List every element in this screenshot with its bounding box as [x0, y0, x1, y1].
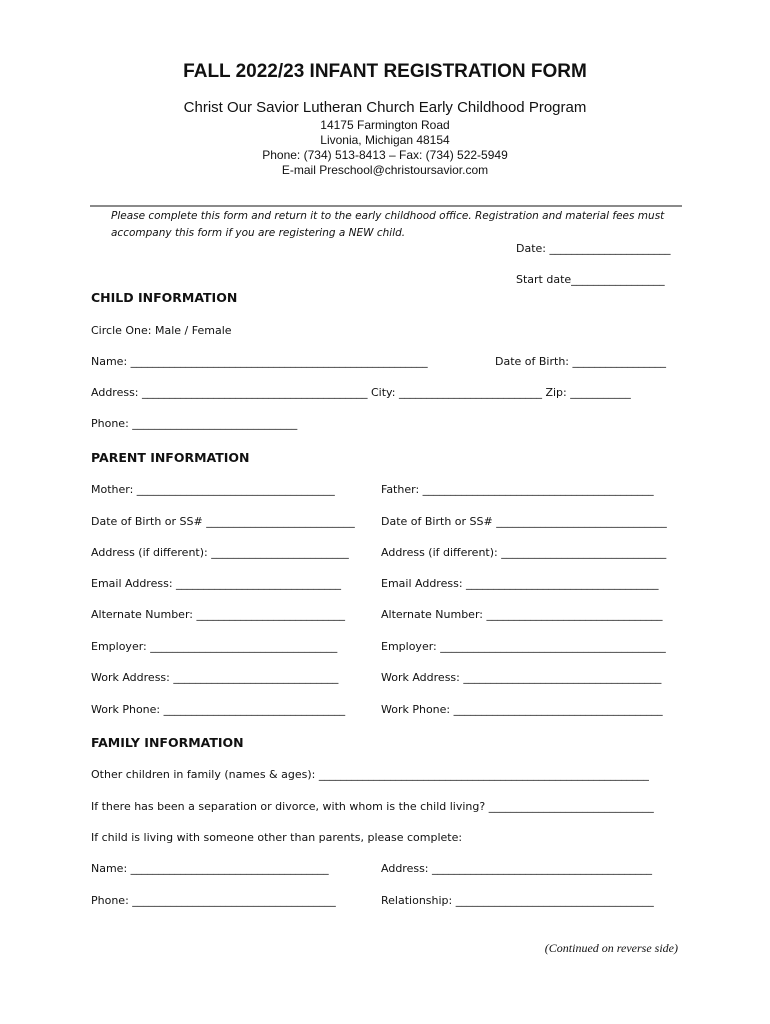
mother-work-phone-field[interactable]: Work Phone: _________________________________	[91, 703, 346, 716]
family-information-heading: FAMILY INFORMATION	[91, 735, 244, 750]
father-work-address-field[interactable]: Work Address: ____________________________________	[381, 671, 662, 684]
other-guardian-instruction: If child is living with someone other than parents, please complete:	[91, 831, 463, 844]
child-dob-field[interactable]: Date of Birth: _________________	[495, 355, 666, 368]
father-name-field[interactable]: Father: __________________________________________	[381, 483, 654, 496]
mother-name-field[interactable]: Mother: ____________________________________	[91, 483, 335, 496]
street-address: 14175 Farmington Road	[320, 118, 450, 132]
instructions-line-1: Please complete this form and return it to the early childhood office. Registration and material fees must	[111, 210, 665, 222]
gender-field[interactable]: Circle One: Male / Female	[91, 324, 232, 337]
header-divider	[90, 205, 682, 207]
mother-dob-field[interactable]: Date of Birth or SS# ___________________________	[91, 515, 355, 528]
father-employer-field[interactable]: Employer: _________________________________________	[381, 640, 666, 653]
mother-employer-field[interactable]: Employer: __________________________________	[91, 640, 338, 653]
mother-work-address-field[interactable]: Work Address: ______________________________	[91, 671, 339, 684]
child-address-field[interactable]: Address: _________________________________________ City: __________________________ Zip: ___________	[91, 386, 631, 399]
mother-alternate-number-field[interactable]: Alternate Number: ___________________________	[91, 608, 345, 621]
date-field[interactable]: Date: ______________________	[516, 242, 671, 255]
father-alternate-number-field[interactable]: Alternate Number: ________________________________	[381, 608, 663, 621]
father-address-field[interactable]: Address (if different): ______________________________	[381, 546, 667, 559]
phone-fax: Phone: (734) 513-8413 – Fax: (734) 522-5949	[262, 148, 508, 162]
father-dob-field[interactable]: Date of Birth or SS# _______________________________	[381, 515, 667, 528]
parent-information-heading: PARENT INFORMATION	[91, 450, 250, 465]
instructions-line-2: accompany this form if you are registering a NEW child.	[111, 227, 406, 239]
child-information-heading: CHILD INFORMATION	[91, 290, 238, 305]
email-contact: E-mail Preschool@christoursavior.com	[281, 163, 489, 177]
guardian-relationship-field[interactable]: Relationship: ____________________________________	[381, 894, 654, 907]
custody-field[interactable]: If there has been a separation or divorce, with whom is the child living? ______________________________	[91, 800, 654, 813]
father-email-field[interactable]: Email Address: ___________________________________	[381, 577, 659, 590]
guardian-phone-field[interactable]: Phone: _____________________________________	[91, 894, 336, 907]
city-state-zip: Livonia, Michigan 48154	[320, 133, 450, 147]
guardian-name-field[interactable]: Name: ____________________________________	[91, 862, 329, 875]
mother-email-field[interactable]: Email Address: ______________________________	[91, 577, 342, 590]
father-work-phone-field[interactable]: Work Phone: ______________________________________	[381, 703, 663, 716]
guardian-address-field[interactable]: Address: ________________________________________	[381, 862, 653, 875]
mother-address-field[interactable]: Address (if different): _________________________	[91, 546, 349, 559]
form-title: FALL 2022/23 INFANT REGISTRATION FORM	[183, 61, 587, 82]
organization-name: Christ Our Savior Lutheran Church Early Childhood Program	[183, 99, 587, 116]
child-name-field[interactable]: Name: ______________________________________________________	[91, 355, 428, 368]
continued-note: (Continued on reverse side)	[544, 941, 678, 955]
child-phone-field[interactable]: Phone: ______________________________	[91, 417, 298, 430]
other-children-field[interactable]: Other children in family (names & ages): ____________________________________________________________	[91, 768, 649, 781]
start-date-field[interactable]: Start date_________________	[516, 273, 665, 286]
